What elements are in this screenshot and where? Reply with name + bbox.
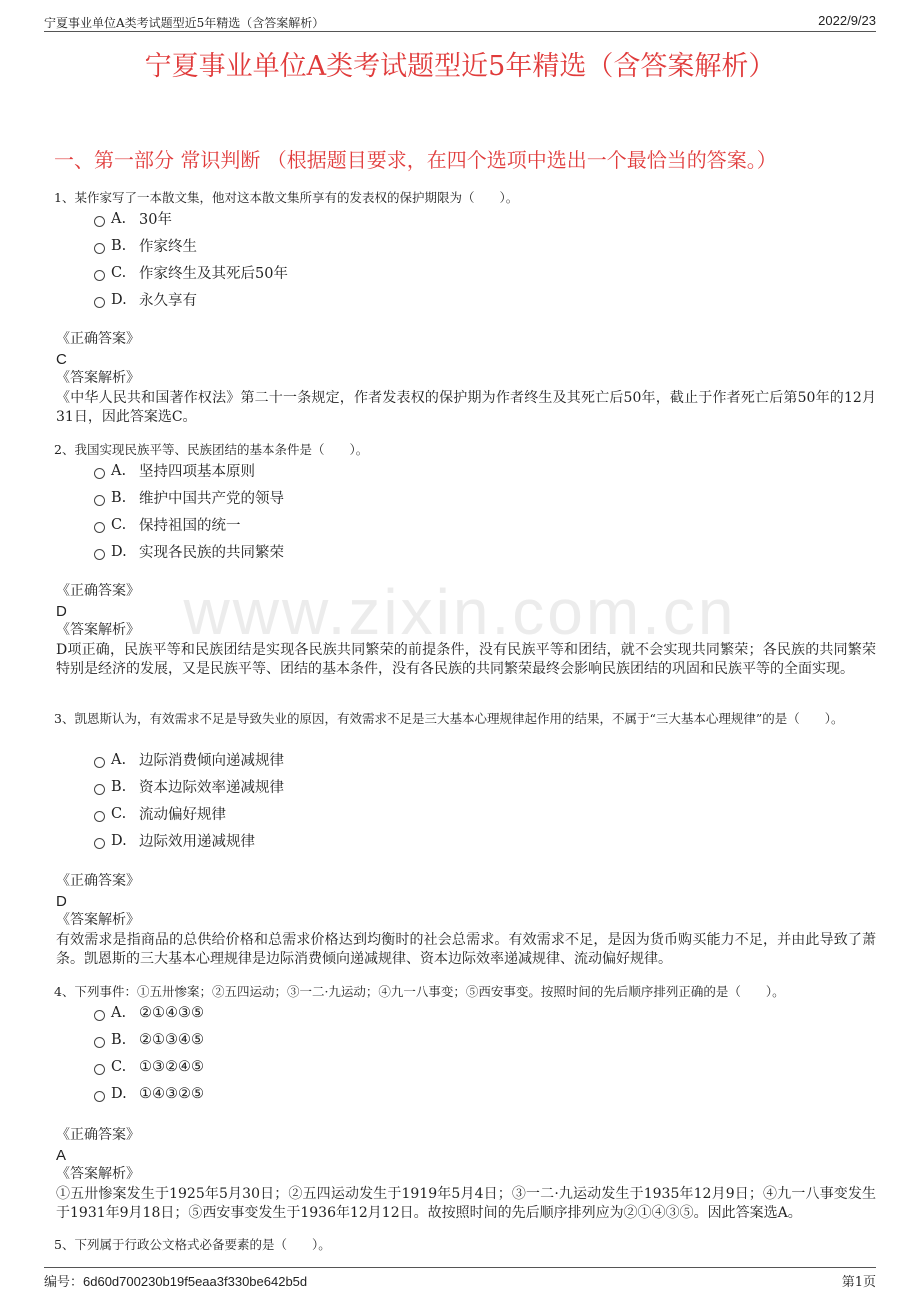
answer-label: 《正确答案》: [56, 331, 140, 347]
radio-icon[interactable]: [94, 468, 105, 479]
option-letter: D.: [111, 291, 127, 308]
section-heading: 一、第一部分 常识判断 （根据题目要求，在四个选项中选出一个最恰当的答案。）: [54, 148, 777, 172]
header-date: 2022/9/23: [818, 13, 876, 28]
radio-icon[interactable]: [94, 1037, 105, 1048]
option-text: 流动偏好规律: [139, 807, 226, 823]
option-c[interactable]: [94, 259, 288, 286]
answer-value: D: [56, 602, 67, 620]
option-letter: A.: [111, 1004, 127, 1021]
header-divider: [44, 31, 876, 32]
radio-icon[interactable]: [94, 757, 105, 768]
option-c[interactable]: [94, 1053, 204, 1080]
radio-icon[interactable]: [94, 838, 105, 849]
radio-icon[interactable]: [94, 1010, 105, 1021]
option-letter: D.: [111, 543, 127, 560]
radio-icon[interactable]: [94, 270, 105, 281]
answer-value: D: [56, 892, 67, 910]
header-doc-title: 宁夏事业单位A类考试题型近5年精选（含答案解析）: [44, 16, 325, 30]
option-text: ②①④③⑤: [139, 1004, 204, 1021]
option-text: 实现各民族的共同繁荣: [139, 545, 284, 561]
answer-value: A: [56, 1146, 67, 1164]
question-3-answer-block: [56, 872, 876, 970]
radio-icon[interactable]: [94, 1091, 105, 1102]
page-title: 宁夏事业单位A类考试题型近5年精选（含答案解析）: [144, 51, 776, 82]
option-text: 边际效用递减规律: [139, 834, 255, 850]
radio-icon[interactable]: [94, 216, 105, 227]
option-text: ②①③④⑤: [139, 1031, 204, 1048]
option-letter: B.: [111, 237, 127, 254]
option-letter: C.: [111, 805, 127, 822]
question-3-stem: 3、凯恩斯认为，有效需求不足是导致失业的原因，有效需求不足是三大基本心理规律起作用的结果，不属于“三大基本心理规律”的是（ ）。: [54, 711, 844, 726]
answer-label: 《正确答案》: [56, 1127, 140, 1143]
radio-icon[interactable]: [94, 495, 105, 506]
option-text: 坚持四项基本原则: [139, 464, 255, 480]
option-letter: A.: [111, 751, 127, 768]
option-letter: C.: [111, 1058, 127, 1075]
question-2-stem: 2、我国实现民族平等、民族团结的基本条件是（ ）。: [54, 442, 369, 457]
answer-value: C: [56, 350, 67, 368]
footer-divider: [44, 1267, 876, 1268]
option-b[interactable]: [94, 232, 288, 259]
option-a[interactable]: [94, 457, 284, 484]
question-4-answer-block: [56, 1126, 876, 1224]
option-text: 维护中国共产党的领导: [139, 491, 284, 507]
option-letter: B.: [111, 778, 127, 795]
question-2-answer-block: [56, 582, 876, 680]
option-text: ①③②④⑤: [139, 1058, 204, 1075]
radio-icon[interactable]: [94, 243, 105, 254]
question-4-options: [94, 999, 204, 1107]
option-a[interactable]: [94, 205, 288, 232]
radio-icon[interactable]: [94, 1064, 105, 1075]
option-a[interactable]: [94, 746, 284, 773]
analysis-text: 《中华人民共和国著作权法》第二十一条规定，作者发表权的保护期为作者终生及其死亡后50年，截止于作者死亡后第50年的12月31日，因此答案选C。: [56, 389, 876, 425]
option-text: 30年: [139, 212, 172, 228]
question-2-options: [94, 457, 284, 565]
analysis-label: 《答案解析》: [56, 1166, 140, 1182]
option-letter: C.: [111, 516, 127, 533]
analysis-text: ①五卅惨案发生于1925年5月30日；②五四运动发生于1919年5月4日；③一二·九运动发生于1935年12月9日；④九一八事变发生于1931年9月18日；⑤西安事变发生于1936年12月12日。故按照时间的先后顺序排列应为②①④③⑤。因此答案选A。: [56, 1185, 876, 1221]
question-4-stem: 4、下列事件：①五卅惨案；②五四运动；③一二·九运动；④九一八事变；⑤西安事变。按照时间的先后顺序排列正确的是（ ）。: [54, 984, 785, 999]
option-letter: C.: [111, 264, 127, 281]
option-b[interactable]: [94, 484, 284, 511]
answer-label: 《正确答案》: [56, 873, 140, 889]
option-d[interactable]: [94, 538, 284, 565]
option-c[interactable]: [94, 800, 284, 827]
option-text: 作家终生: [139, 239, 197, 255]
option-b[interactable]: [94, 1026, 204, 1053]
radio-icon[interactable]: [94, 522, 105, 533]
option-d[interactable]: [94, 827, 284, 854]
option-text: 作家终生及其死后50年: [139, 266, 288, 282]
page-number: 第1页: [841, 1275, 876, 1290]
option-letter: B.: [111, 1031, 127, 1048]
question-1-stem: 1、某作家写了一本散文集，他对这本散文集所享有的发表权的保护期限为（ ）。: [54, 190, 519, 205]
radio-icon[interactable]: [94, 297, 105, 308]
option-a[interactable]: [94, 999, 204, 1026]
option-d[interactable]: [94, 286, 288, 313]
option-text: ①④③②⑤: [139, 1085, 204, 1102]
footer-id-label: 编号：: [44, 1275, 84, 1290]
option-text: 永久享有: [139, 293, 197, 309]
option-letter: A.: [111, 210, 127, 227]
question-1-answer-block: [56, 330, 876, 428]
footer-id: [44, 1271, 307, 1290]
option-d[interactable]: [94, 1080, 204, 1107]
option-letter: A.: [111, 462, 127, 479]
analysis-text: 有效需求是指商品的总供给价格和总需求价格达到均衡时的社会总需求。有效需求不足，是因为货币购买能力不足，并由此导致了萧条。凯恩斯的三大基本心理规律是边际消费倾向递减规律、资本边际效率递减规律、流动偏好规律。: [56, 931, 876, 967]
analysis-label: 《答案解析》: [56, 912, 140, 928]
footer-id-code: 6d60d700230b19f5eaa3f330be642b5d: [83, 1274, 308, 1289]
analysis-label: 《答案解析》: [56, 370, 140, 386]
option-letter: D.: [111, 1085, 127, 1102]
analysis-text: D项正确，民族平等和民族团结是实现各民族共同繁荣的前提条件，没有民族平等和团结，就不会实现共同繁荣；各民族的共同繁荣特别是经济的发展，又是民族平等、团结的基本条件，没有各民族的共同繁荣最终会影响民族团结的巩固和民族平等的全面实现。: [56, 641, 876, 677]
option-c[interactable]: [94, 511, 284, 538]
question-1-options: [94, 205, 288, 313]
radio-icon[interactable]: [94, 549, 105, 560]
watermark: www.zixin.com.cn: [183, 576, 737, 648]
option-b[interactable]: [94, 773, 284, 800]
radio-icon[interactable]: [94, 811, 105, 822]
option-text: 保持祖国的统一: [139, 518, 241, 534]
option-text: 边际消费倾向递减规律: [139, 753, 284, 769]
question-3-options: [94, 746, 284, 854]
answer-label: 《正确答案》: [56, 583, 140, 599]
option-letter: B.: [111, 489, 127, 506]
question-5-stem: 5、下列属于行政公文格式必备要素的是（ ）。: [54, 1237, 331, 1252]
analysis-label: 《答案解析》: [56, 622, 140, 638]
radio-icon[interactable]: [94, 784, 105, 795]
option-letter: D.: [111, 832, 127, 849]
option-text: 资本边际效率递减规律: [139, 780, 284, 796]
